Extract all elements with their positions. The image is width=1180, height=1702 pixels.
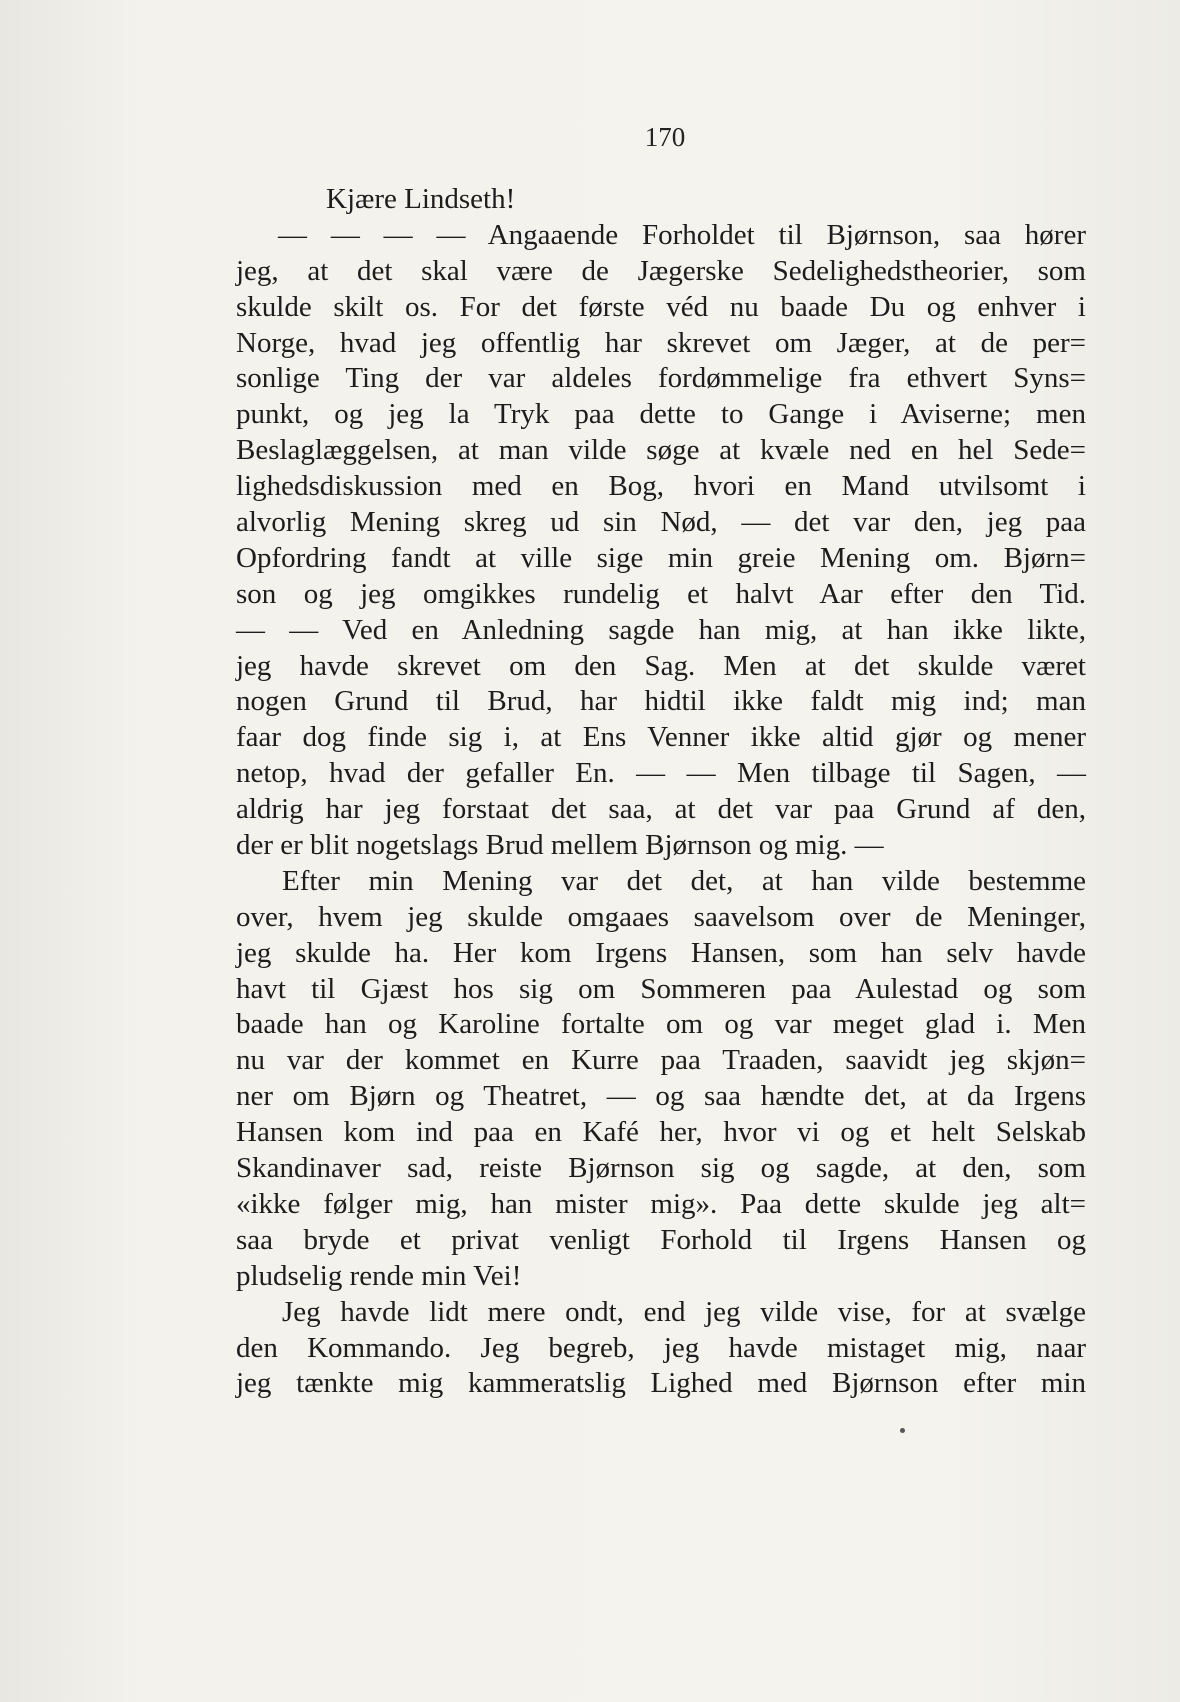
- text-line: saa bryde et privat venligt Forhold til Irgens Hansen og: [236, 1223, 1086, 1256]
- text-line: baade han og Karoline fortalte om og var meget glad i. Men: [236, 1008, 1086, 1041]
- text-line: punkt, og jeg la Tryk paa dette to Gange i Aviserne; men: [236, 398, 1086, 431]
- text-line: faar dog finde sig i, at Ens Venner ikke altid gjør og mener: [236, 721, 1086, 754]
- text-line: jeg, at det skal være de Jægerske Sedelighedstheorier, som: [236, 254, 1086, 287]
- text-line: den Kommando. Jeg begreb, jeg havde mistaget mig, naar: [236, 1331, 1086, 1364]
- text-line: lighedsdiskussion med en Bog, hvori en Mand utvilsomt i: [236, 470, 1086, 503]
- text-line: «ikke følger mig, han mister mig». Paa dette skulde jeg alt=: [236, 1187, 1086, 1220]
- text-line: Hansen kom ind paa en Kafé her, hvor vi og et helt Selskab: [236, 1116, 1086, 1149]
- text-line: Opfordring fandt at ville sige min greie Mening om. Bjørn=: [236, 541, 1086, 574]
- letter-body: [236, 182, 1086, 1402]
- text-line: Norge, hvad jeg offentlig har skrevet om Jæger, at de per=: [236, 326, 1086, 359]
- text-line: jeg skulde ha. Her kom Irgens Hansen, som han selv havde: [236, 936, 1086, 969]
- text-line: over, hvem jeg skulde omgaaes saavelsom over de Meninger,: [236, 900, 1086, 933]
- text-line: jeg tænkte mig kammeratslig Lighed med Bjørnson efter min: [236, 1367, 1086, 1400]
- text-line: — — — — Angaaende Forholdet til Bjørnson, saa hører: [278, 218, 1086, 251]
- text-line: Jeg havde lidt mere ondt, end jeg vilde vise, for at svælge: [282, 1295, 1086, 1328]
- text-line: nu var der kommet en Kurre paa Traaden, saavidt jeg skjøn=: [236, 1044, 1086, 1077]
- text-line: Beslaglæggelsen, at man vilde søge at kvæle ned en hel Sede=: [236, 434, 1086, 467]
- letter-greeting: Kjære Lindseth!: [326, 183, 516, 215]
- text-line: pludselig rende min Vei!: [236, 1259, 522, 1292]
- text-line: — — Ved en Anledning sagde han mig, at han ikke likte,: [236, 613, 1086, 646]
- text-line: son og jeg omgikkes rundelig et halvt Aar efter den Tid.: [236, 577, 1086, 610]
- text-line: Skandinaver sad, reiste Bjørnson sig og sagde, at den, som: [236, 1152, 1086, 1185]
- text-line: nogen Grund til Brud, har hidtil ikke faldt mig ind; man: [236, 685, 1086, 718]
- page-number: 170: [644, 122, 686, 152]
- paper-speck: [900, 1428, 905, 1433]
- text-line: netop, hvad der gefaller En. — — Men tilbage til Sagen, —: [236, 757, 1086, 790]
- text-line: skulde skilt os. For det første véd nu baade Du og enhver i: [236, 290, 1086, 323]
- text-line: alvorlig Mening skreg ud sin Nød, — det var den, jeg paa: [236, 506, 1086, 539]
- text-line: der er blit nogetslags Brud mellem Bjørnson og mig. —: [236, 829, 884, 862]
- text-line: ner om Bjørn og Theatret, — og saa hændte det, at da Irgens: [236, 1080, 1086, 1113]
- text-line: aldrig har jeg forstaat det saa, at det var paa Grund af den,: [236, 793, 1086, 826]
- text-line: Efter min Mening var det det, at han vilde bestemme: [282, 864, 1086, 897]
- text-line: havt til Gjæst hos sig om Sommeren paa Aulestad og som: [236, 972, 1086, 1005]
- text-line: sonlige Ting der var aldeles fordømmelige fra ethvert Syns=: [236, 362, 1086, 395]
- text-line: jeg havde skrevet om den Sag. Men at det skulde været: [236, 649, 1086, 682]
